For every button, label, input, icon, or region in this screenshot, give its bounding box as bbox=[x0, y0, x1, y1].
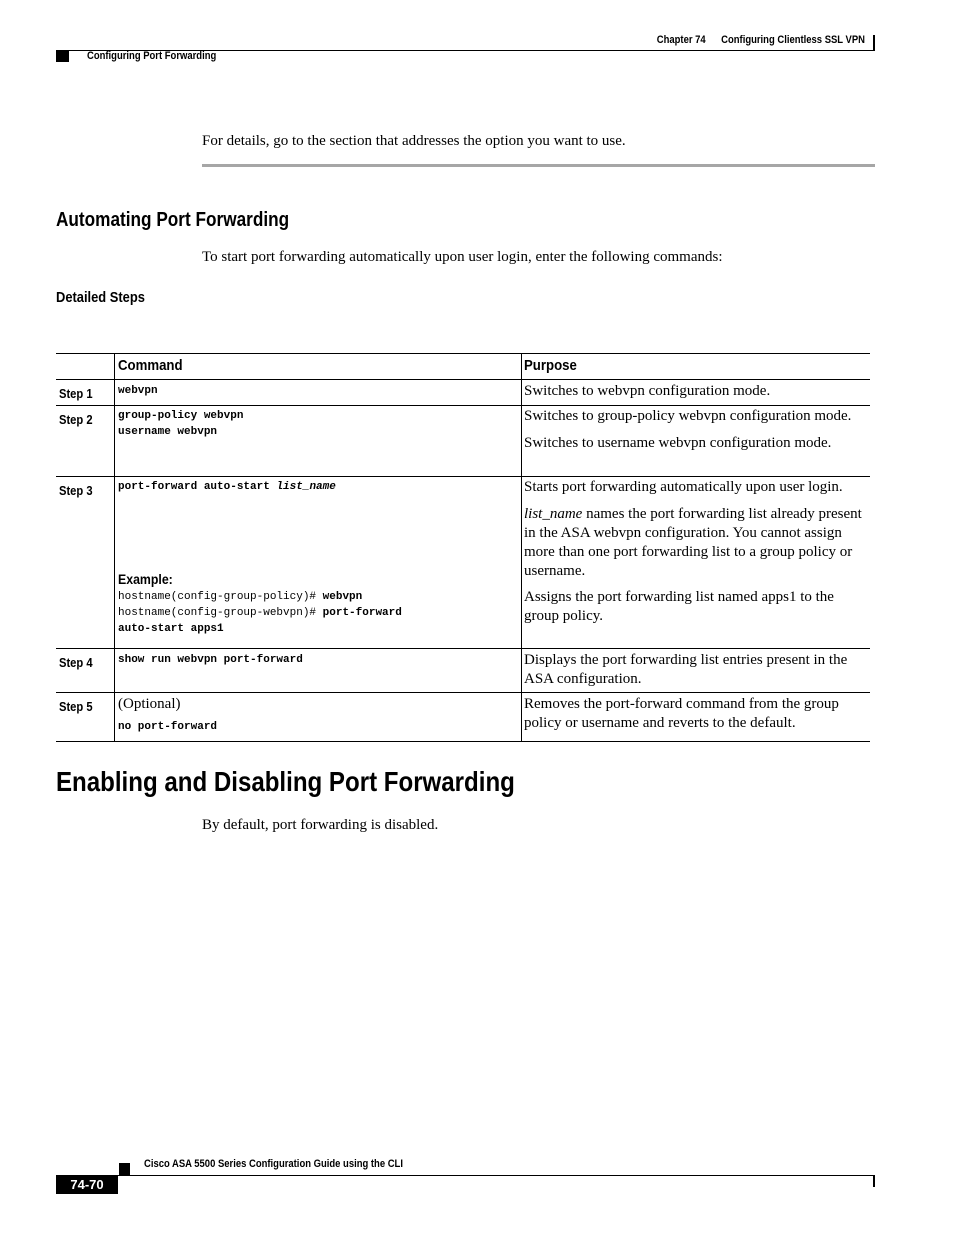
footer-guide-title: Cisco ASA 5500 Series Configuration Guide using the CLI bbox=[144, 1158, 403, 1170]
heading-automating-port-forwarding: Automating Port Forwarding bbox=[56, 209, 290, 231]
purpose-text: Starts port forwarding automatically upon user login. bbox=[524, 479, 843, 495]
running-header-section: Configuring Port Forwarding bbox=[87, 50, 217, 62]
intro-paragraph: For details, go to the section that addresses the option you want to use. bbox=[202, 133, 626, 149]
table-row bbox=[56, 380, 870, 406]
header-step-cell bbox=[56, 354, 115, 380]
table-row bbox=[56, 693, 870, 742]
footer-right-bar bbox=[873, 1175, 875, 1187]
step-label: Step 2 bbox=[59, 412, 93, 427]
automating-paragraph: To start port forwarding automatically upon user login, enter the following commands: bbox=[202, 249, 723, 265]
command-text: port-forward auto-start list_name bbox=[118, 481, 336, 493]
command-text: username webvpn bbox=[118, 426, 218, 438]
header-purpose-cell bbox=[522, 354, 871, 380]
header-command: Command bbox=[118, 357, 183, 374]
purpose-text: Removes the port-forward command from the group policy or username and reverts to the default. bbox=[524, 696, 839, 731]
command-text: show run webvpn port-forward bbox=[118, 654, 303, 666]
purpose-text: Switches to username webvpn configuration mode. bbox=[524, 435, 832, 451]
table-header-row bbox=[56, 354, 870, 380]
enabling-paragraph: By default, port forwarding is disabled. bbox=[202, 817, 439, 833]
table-row bbox=[56, 649, 870, 693]
table-row bbox=[56, 406, 870, 477]
header-marker-block bbox=[56, 51, 69, 62]
heading-enabling-disabling: Enabling and Disabling Port Forwarding bbox=[56, 766, 515, 797]
header-command-cell bbox=[115, 354, 522, 380]
command-text: webvpn bbox=[118, 385, 158, 397]
heading-detailed-steps: Detailed Steps bbox=[56, 289, 145, 306]
chapter-title: Configuring Clientless SSL VPN bbox=[721, 34, 865, 46]
section-divider bbox=[202, 164, 875, 167]
step-label: Step 3 bbox=[59, 483, 93, 498]
chapter-number: Chapter 74 bbox=[656, 34, 706, 46]
purpose-text: Switches to webvpn configuration mode. bbox=[524, 383, 771, 399]
header-purpose: Purpose bbox=[524, 357, 577, 374]
purpose-text: Assigns the port forwarding list named apps1 to the group policy. bbox=[524, 589, 834, 624]
command-text: group-policy webvpn bbox=[118, 410, 244, 422]
purpose-text: Switches to group-policy webvpn configuration mode. bbox=[524, 408, 852, 424]
example-line: hostname(config-group-policy)# webvpn bbox=[118, 591, 363, 603]
optional-label: (Optional) bbox=[118, 696, 181, 712]
step-label: Step 4 bbox=[59, 655, 93, 670]
purpose-text: Displays the port forwarding list entries present in the ASA configuration. bbox=[524, 652, 848, 687]
page-number: 74-70 bbox=[56, 1175, 118, 1194]
detailed-steps-table bbox=[56, 353, 870, 742]
example-line: auto-start apps1 bbox=[118, 623, 224, 635]
example-label: Example: bbox=[118, 571, 173, 587]
running-header-chapter bbox=[603, 34, 865, 46]
command-text: no port-forward bbox=[118, 721, 218, 733]
header-right-bar bbox=[873, 35, 875, 50]
purpose-text: list_name names the port forwarding list already present in the ASA webvpn configuration. You cannot assign more than one port forwarding list to a group policy or username. bbox=[524, 506, 862, 579]
table-row bbox=[56, 477, 870, 649]
footer-marker-block bbox=[119, 1163, 130, 1175]
example-line: hostname(config-group-webvpn)# port-forward bbox=[118, 607, 402, 619]
footer-rule bbox=[56, 1175, 875, 1176]
step-label: Step 1 bbox=[59, 386, 93, 401]
step-label: Step 5 bbox=[59, 699, 93, 714]
